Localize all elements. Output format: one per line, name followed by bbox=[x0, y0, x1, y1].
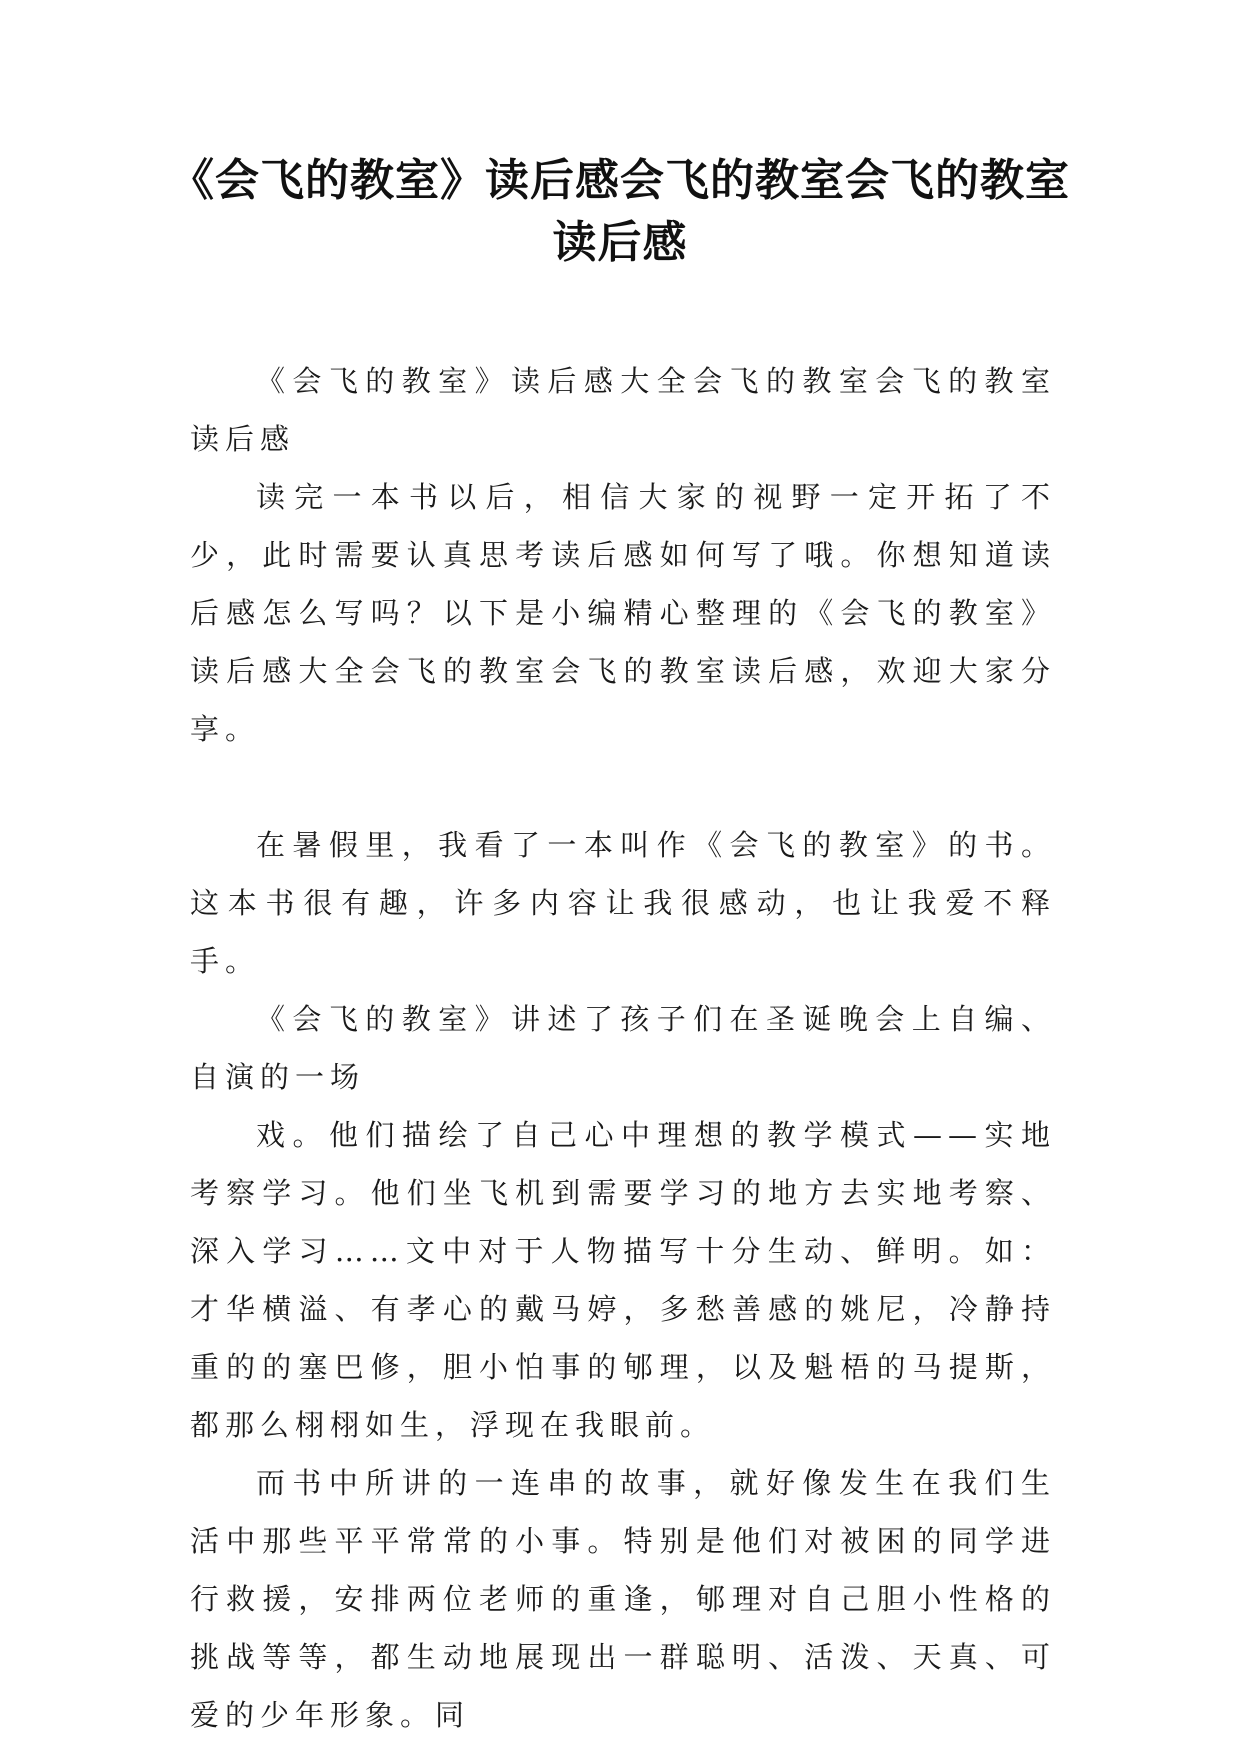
paragraph-heading: 《会飞的教室》读后感大全会飞的教室会飞的教室读后感 bbox=[190, 364, 1056, 456]
paragraph-events: 而书中所讲的一连串的故事，就好像发生在我们生活中那些平平常常的小事。特别是他们对被困的同学进行救援，安排两位老师的重逢，郇理对自己胆小性格的挑战等等，都生动地展现出一群聪明、活泼、天真、可爱的少年形象。同 bbox=[190, 1466, 1056, 1732]
paragraph-spacer bbox=[190, 758, 1056, 816]
paragraph-summer: 在暑假里，我看了一本叫作《会飞的教室》的书。这本书很有趣，许多内容让我很感动，也让我爱不释手。 bbox=[190, 828, 1056, 978]
paragraph-characters: 戏。他们描绘了自己心中理想的教学模式——实地考察学习。他们坐飞机到需要学习的地方去实地考察、深入学习……文中对于人物描写十分生动、鲜明。如：才华横溢、有孝心的戴马婷，多愁善感的姚尼，冷静持重的的塞巴修，胆小怕事的郇理，以及魁梧的马提斯，都那么栩栩如生，浮现在我眼前。 bbox=[190, 1118, 1056, 1442]
document-title: 《会飞的教室》读后感会飞的教室会飞的教室读后感 bbox=[170, 155, 1070, 268]
paragraph-intro: 读完一本书以后，相信大家的视野一定开拓了不少，此时需要认真思考读后感如何写了哦。你想知道读后感怎么写吗？以下是小编精心整理的《会飞的教室》读后感大全会飞的教室会飞的教室读后感，欢迎大家分享。 bbox=[190, 480, 1056, 746]
document-body bbox=[190, 352, 1056, 1744]
paragraph-story: 《会飞的教室》讲述了孩子们在圣诞晚会上自编、自演的一场 bbox=[190, 1002, 1056, 1094]
